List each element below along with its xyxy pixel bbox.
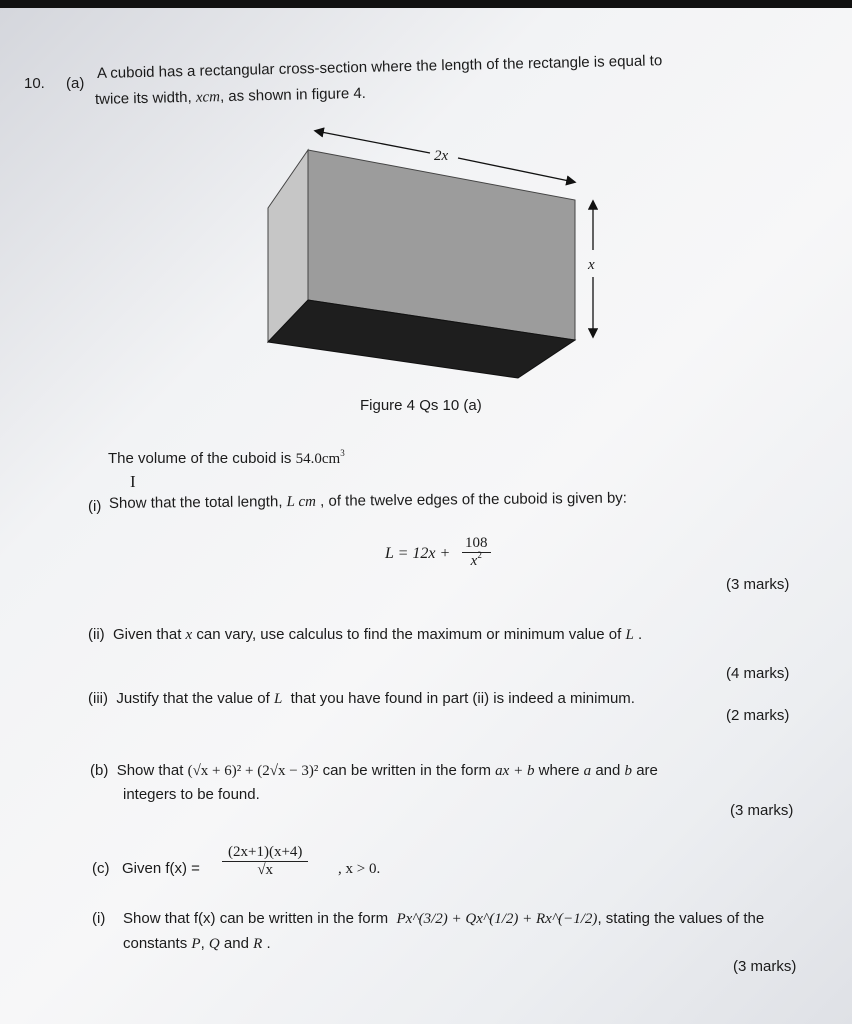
part-c-condition: , x > 0. xyxy=(338,861,381,877)
part-a-iii-text: (iii) Justify that the value of L that you have found in part (ii) is indeed a minimum. xyxy=(88,690,635,707)
cuboid-figure xyxy=(250,120,610,390)
marks-a-i: (3 marks) xyxy=(726,576,790,593)
intro-line-2: twice its width, xcm, as shown in figure 4. xyxy=(94,84,367,108)
part-b-line-2: integers to be found. xyxy=(123,786,260,803)
part-b-text: (b) Show that (√x + 6)² + (2√x − 3)² can be written in the form ax + b where a and b are xyxy=(90,762,658,779)
length-label: 2x xyxy=(434,148,449,164)
equation-lhs: L = 12x + xyxy=(385,545,451,562)
figure-caption: Figure 4 Qs 10 (a) xyxy=(360,397,482,414)
equation-fraction: $\frac{108}{x^2}$ xyxy=(462,535,491,570)
volume-statement: The volume of the cuboid is $54.0cm^3$ xyxy=(108,448,345,467)
part-c-label: (c) xyxy=(92,860,110,877)
marks-a-iii: (2 marks) xyxy=(726,707,790,724)
marks-c-i: (3 marks) xyxy=(733,958,797,975)
height-label: x xyxy=(588,257,595,273)
part-a-i-text: Show that the total length, L cm , of the twelve edges of the cuboid is given by: xyxy=(108,489,628,512)
fx-fraction: $\frac{(2x+1)(x+4)}{√x}$ xyxy=(222,844,308,879)
length-arrow xyxy=(458,158,574,182)
question-number: 10. xyxy=(24,75,45,92)
part-a-i-label: (i) xyxy=(88,498,102,515)
length-arrow xyxy=(316,131,430,153)
part-c-i-label: (i) xyxy=(92,910,106,927)
part-a-label: (a) xyxy=(66,75,85,92)
intro-line-1: A cuboid has a rectangular cross-section where the length of the rectangle is equal to xyxy=(96,52,663,82)
marks-a-ii: (4 marks) xyxy=(726,665,790,682)
part-a-ii-text: (ii) Given that x can vary, use calculus to find the maximum or minimum value of L . xyxy=(88,626,643,643)
marks-b: (3 marks) xyxy=(730,802,794,819)
part-c-i-line-2: constants P, Q and R . xyxy=(123,935,271,952)
part-c-given: Given f(x) = xyxy=(122,860,200,877)
top-dark-edge xyxy=(0,0,852,8)
part-c-i-text: Show that f(x) can be written in the form Px^(3/2) + Qx^(1/2) + Rx^(−1/2), stating the values of the xyxy=(123,910,765,927)
text-cursor-icon: I xyxy=(130,472,136,491)
